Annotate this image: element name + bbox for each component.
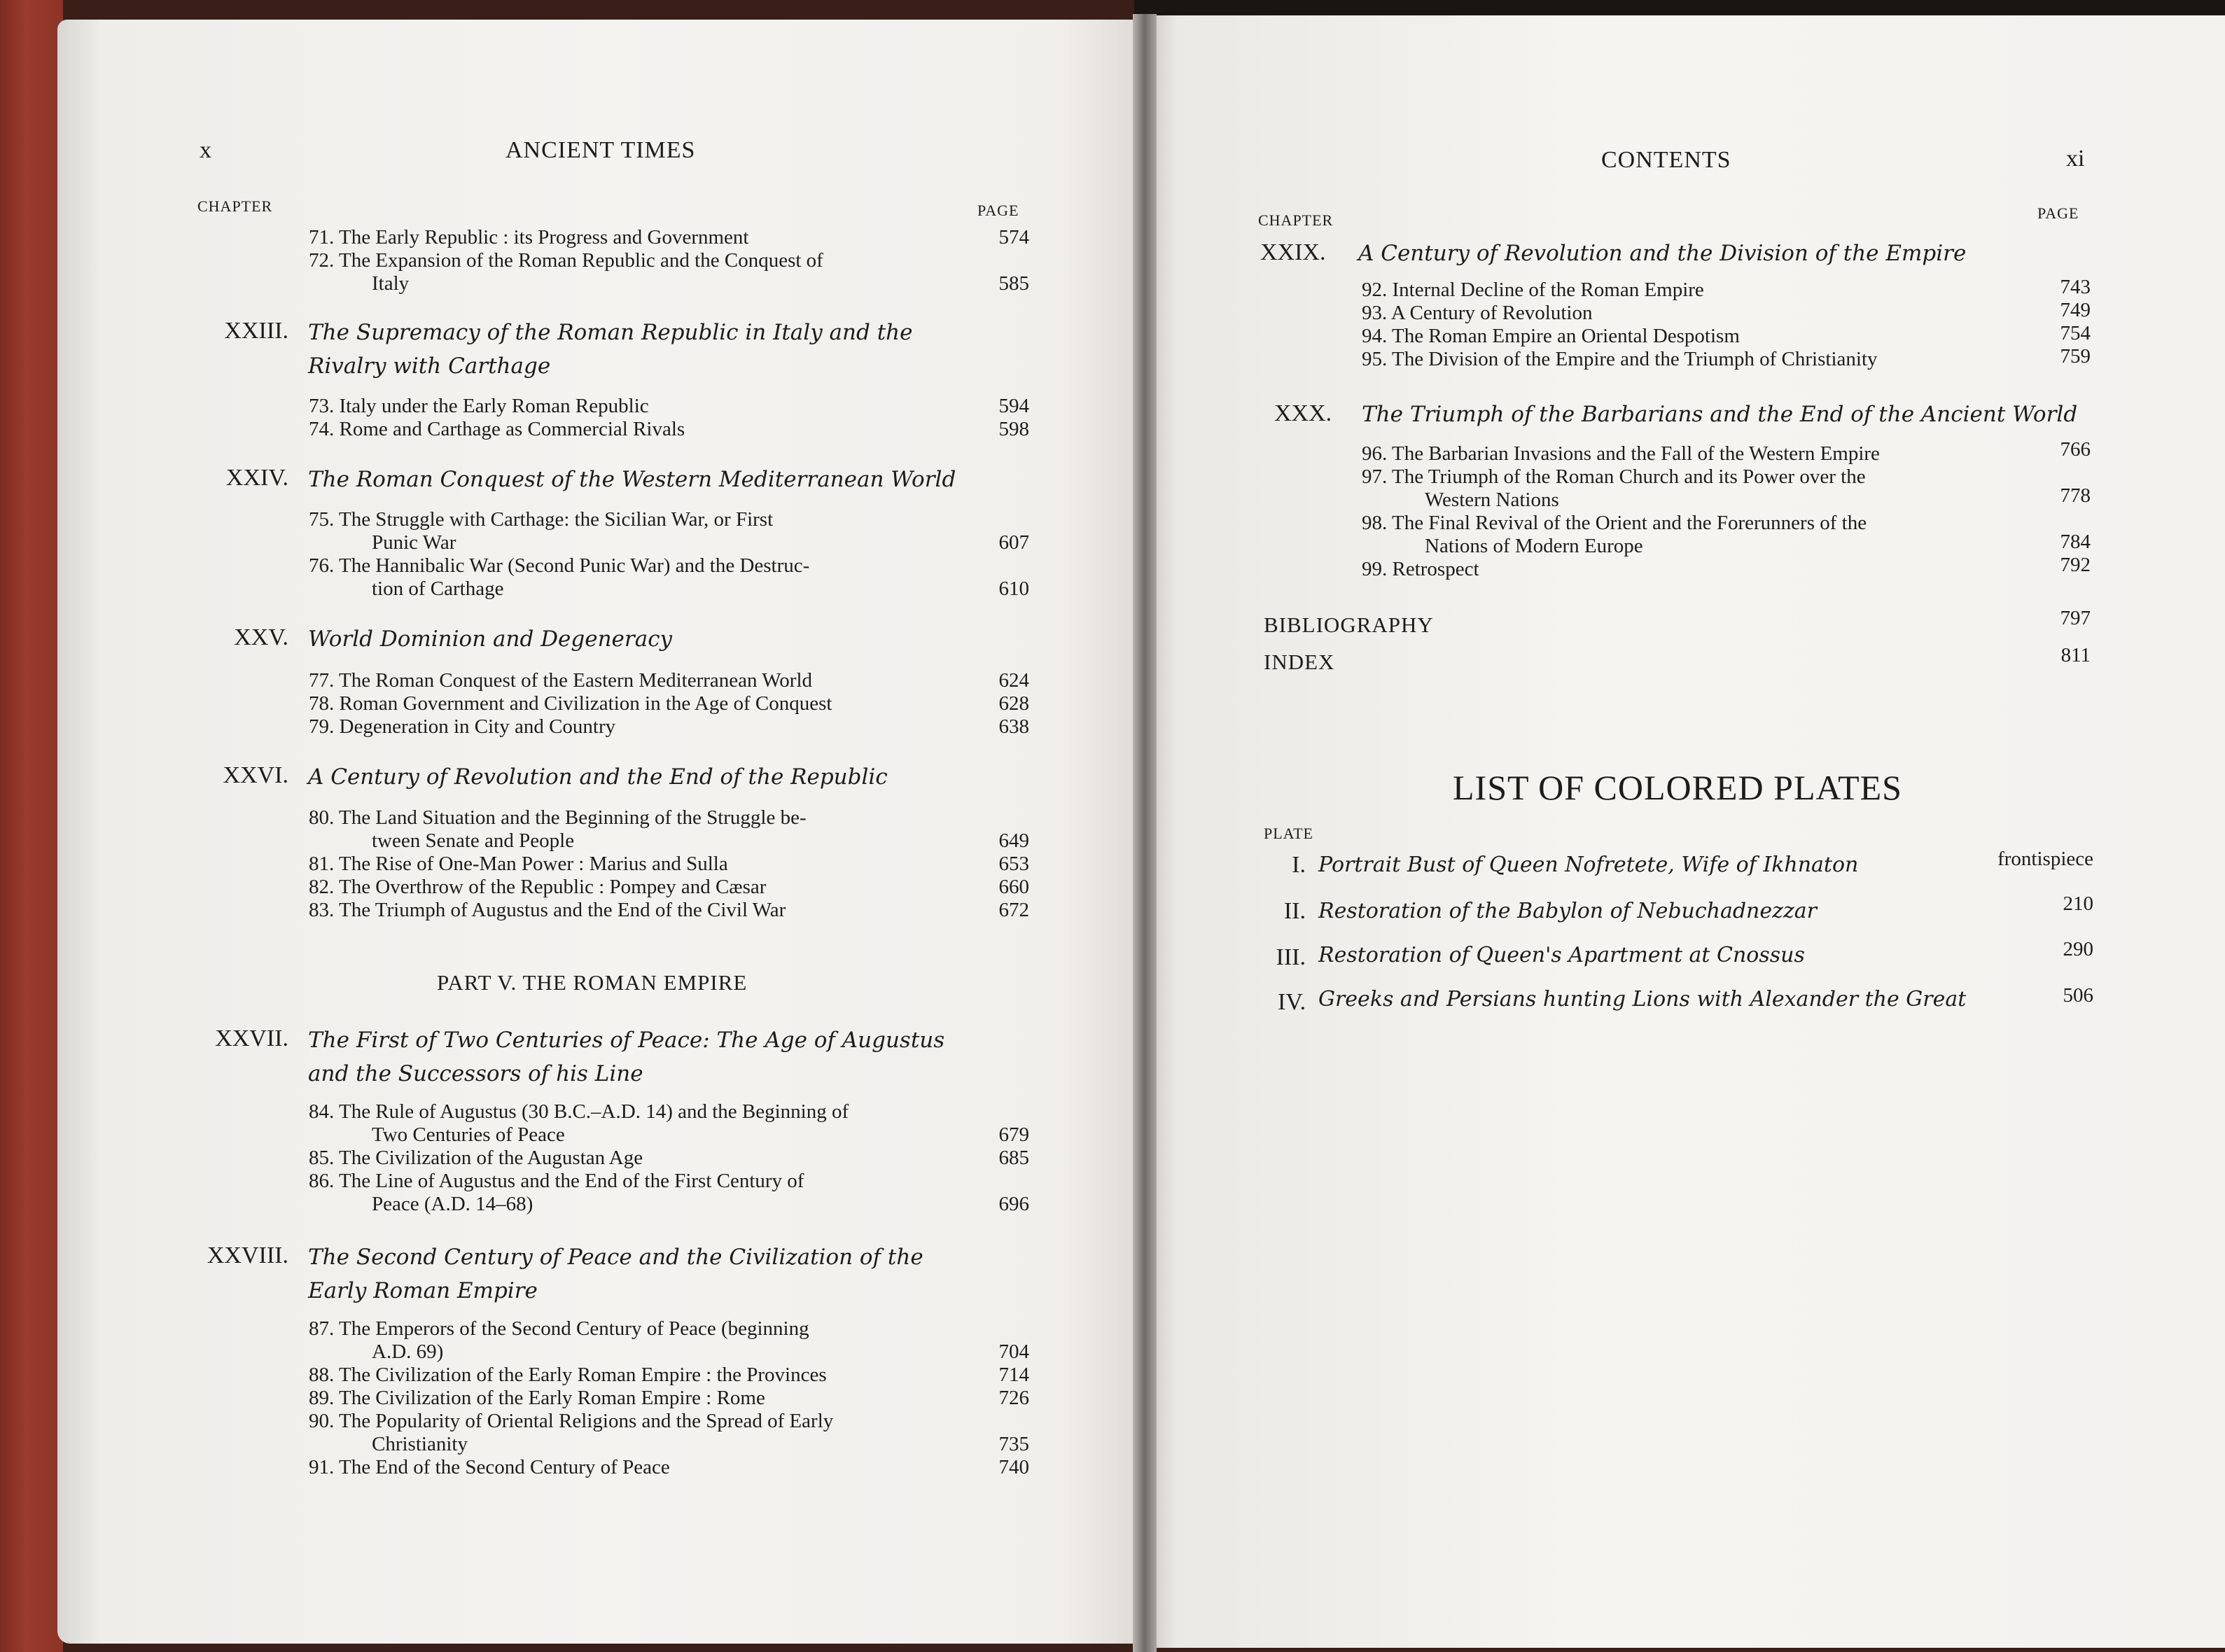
- chapter-title[interactable]: The First of Two Centuries of Peace: The Age of Augustus and the Successors of his Line: [308, 1028, 945, 1086]
- plate-number: I.: [1292, 852, 1306, 878]
- toc-section[interactable]: 73. Italy under the Early Roman Republic: [309, 395, 649, 417]
- right-folio: xi: [2066, 146, 2085, 172]
- toc-section[interactable]: 91. The End of the Second Century of Peace: [309, 1456, 670, 1478]
- toc-page-number: 649: [998, 830, 1029, 852]
- toc-page-number: 598: [998, 418, 1029, 440]
- toc-section-cont: A.D. 69): [372, 1340, 444, 1363]
- toc-section[interactable]: 89. The Civilization of the Early Roman Empire : Rome: [309, 1387, 765, 1409]
- toc-section-cont: Italy: [372, 272, 410, 295]
- plate-title[interactable]: Portrait Bust of Queen Nofretete, Wife of Ikhnaton: [1318, 853, 1859, 877]
- toc-page-number: 797: [2060, 607, 2091, 629]
- right-running-head: CONTENTS: [1601, 147, 1731, 173]
- plate-number: IV.: [1278, 989, 1306, 1015]
- toc-page-number: 585: [998, 272, 1029, 295]
- toc-section[interactable]: 97. The Triumph of the Roman Church and its Power over the: [1362, 465, 1866, 488]
- toc-page-number: 660: [998, 876, 1029, 898]
- toc-page-number: 624: [998, 669, 1029, 692]
- toc-section-cont: Peace (A.D. 14–68): [372, 1193, 533, 1215]
- chapter-label: CHAPTER: [197, 197, 273, 215]
- toc-section[interactable]: 86. The Line of Augustus and the End of the First Century of: [309, 1170, 804, 1192]
- toc-section-cont: tween Senate and People: [372, 830, 575, 852]
- toc-section[interactable]: 95. The Division of the Empire and the Triumph of Christianity: [1362, 348, 1878, 370]
- toc-page-number: 726: [998, 1387, 1029, 1409]
- toc-page-number: 749: [2060, 299, 2091, 321]
- plate-page: frontispiece: [1997, 848, 2093, 870]
- left-running-head: ANCIENT TIMES: [505, 137, 696, 163]
- toc-page-number: 704: [998, 1340, 1029, 1363]
- toc-section[interactable]: 72. The Expansion of the Roman Republic and the Conquest of: [309, 249, 823, 272]
- plate-number: II.: [1283, 898, 1306, 924]
- chapter-number: XXVI.: [223, 762, 288, 788]
- chapter-title[interactable]: A Century of Revolution and the Division of the Empire: [1358, 241, 1967, 266]
- chapter-number: XXX.: [1274, 400, 1332, 426]
- toc-section-cont: Two Centuries of Peace: [372, 1124, 565, 1146]
- toc-page-number: 628: [998, 692, 1029, 715]
- toc-page-number: 766: [2060, 438, 2091, 461]
- plate-page: 210: [2063, 892, 2093, 915]
- chapter-title[interactable]: A Century of Revolution and the End of the Republic: [308, 764, 888, 790]
- plate-number: III.: [1276, 944, 1306, 970]
- chapter-number: XXIV.: [225, 465, 288, 491]
- toc-section[interactable]: 88. The Civilization of the Early Roman Empire : the Provinces: [309, 1364, 827, 1386]
- toc-page-number: 754: [2060, 322, 2091, 344]
- toc-section[interactable]: 99. Retrospect: [1362, 558, 1479, 580]
- toc-section[interactable]: 90. The Popularity of Oriental Religions and the Spread of Early: [309, 1410, 834, 1432]
- toc-page-number: 811: [2060, 644, 2091, 666]
- chapter-number: XXVII.: [215, 1026, 288, 1051]
- plate-title[interactable]: Restoration of the Babylon of Nebuchadnezzar: [1318, 899, 1817, 923]
- toc-section[interactable]: 78. Roman Government and Civilization in the Age of Conquest: [309, 692, 832, 715]
- toc-section-cont: tion of Carthage: [372, 578, 504, 600]
- toc-section[interactable]: 80. The Land Situation and the Beginning of the Struggle be-: [309, 806, 807, 829]
- toc-page-number: 638: [998, 715, 1029, 738]
- plate-title[interactable]: Greeks and Persians hunting Lions with Alexander the Great: [1318, 987, 1967, 1011]
- chapter-number: XXV.: [234, 624, 288, 650]
- toc-page-number: 792: [2060, 554, 2091, 576]
- toc-section[interactable]: 92. Internal Decline of the Roman Empire: [1362, 279, 1704, 301]
- page-label: PAGE: [977, 202, 1019, 219]
- chapter-title[interactable]: The Roman Conquest of the Western Mediterranean World: [308, 467, 956, 492]
- toc-page-number: 685: [998, 1147, 1029, 1169]
- toc-section[interactable]: 83. The Triumph of Augustus and the End of the Civil War: [309, 899, 786, 921]
- plate-page: 290: [2063, 938, 2093, 960]
- plate-page: 506: [2063, 984, 2093, 1007]
- toc-section-cont: Nations of Modern Europe: [1425, 535, 1643, 557]
- toc-section[interactable]: 74. Rome and Carthage as Commercial Rivals: [309, 418, 685, 440]
- toc-section-cont: Western Nations: [1425, 489, 1559, 511]
- chapter-title[interactable]: The Triumph of the Barbarians and the End of the Ancient World: [1362, 402, 2078, 427]
- bibliography-entry[interactable]: BIBLIOGRAPHY: [1264, 612, 1434, 637]
- toc-section[interactable]: 98. The Final Revival of the Orient and the Forerunners of the: [1362, 512, 1867, 534]
- toc-page-number: 735: [998, 1433, 1029, 1455]
- toc-section[interactable]: 76. The Hannibalic War (Second Punic War) and the Destruc-: [309, 554, 810, 577]
- left-folio: x: [200, 137, 211, 163]
- toc-section[interactable]: 79. Degeneration in City and Country: [309, 715, 616, 738]
- plate-label: PLATE: [1264, 825, 1313, 842]
- toc-page-number: 784: [2060, 531, 2091, 553]
- chapter-number: XXIX.: [1260, 239, 1326, 265]
- toc-section[interactable]: 82. The Overthrow of the Republic : Pompey and Cæsar: [309, 876, 767, 898]
- index-entry[interactable]: INDEX: [1264, 650, 1335, 674]
- chapter-number: XXIII.: [224, 318, 288, 344]
- part-heading: PART V. THE ROMAN EMPIRE: [437, 970, 748, 995]
- toc-page-number: 574: [998, 226, 1029, 248]
- plates-heading: LIST OF COLORED PLATES: [1453, 768, 1902, 807]
- chapter-title[interactable]: World Dominion and Degeneracy: [308, 626, 673, 652]
- chapter-title[interactable]: The Supremacy of the Roman Republic in Italy and the Rivalry with Carthage: [308, 320, 913, 379]
- toc-section[interactable]: 84. The Rule of Augustus (30 B.C.–A.D. 14) and the Beginning of: [309, 1100, 849, 1123]
- toc-page-number: 740: [998, 1456, 1029, 1478]
- book-gutter: [1133, 14, 1157, 1652]
- toc-page-number: 743: [2060, 276, 2091, 298]
- toc-section[interactable]: 94. The Roman Empire an Oriental Despotism: [1362, 325, 1740, 347]
- toc-page-number: 672: [998, 899, 1029, 921]
- toc-page-number: 607: [998, 531, 1029, 554]
- toc-section[interactable]: 77. The Roman Conquest of the Eastern Mediterranean World: [309, 669, 812, 692]
- chapter-number: XXVIII.: [207, 1242, 288, 1268]
- toc-section[interactable]: 71. The Early Republic : its Progress and Government: [309, 226, 749, 248]
- toc-section[interactable]: 87. The Emperors of the Second Century of Peace (beginning: [309, 1317, 809, 1340]
- toc-page-number: 759: [2060, 345, 2091, 368]
- toc-section[interactable]: 75. The Struggle with Carthage: the Sicilian War, or First: [309, 508, 774, 531]
- page-label: PAGE: [2037, 204, 2079, 222]
- toc-page-number: 610: [998, 578, 1029, 600]
- toc-section[interactable]: 93. A Century of Revolution: [1362, 302, 1593, 324]
- toc-section[interactable]: 81. The Rise of One-Man Power : Marius and Sulla: [309, 853, 728, 875]
- toc-page-number: 653: [998, 853, 1029, 875]
- book-cover-edge: [0, 0, 63, 1652]
- toc-page-number: 594: [998, 395, 1029, 417]
- chapter-title[interactable]: The Second Century of Peace and the Civilization of the Early Roman Empire: [308, 1245, 923, 1303]
- toc-section[interactable]: 85. The Civilization of the Augustan Age: [309, 1147, 643, 1169]
- chapter-label: CHAPTER: [1258, 211, 1334, 229]
- toc-page-number: 714: [998, 1364, 1029, 1386]
- toc-section-cont: Christianity: [372, 1433, 468, 1455]
- toc-page-number: 778: [2060, 484, 2091, 507]
- toc-section-cont: Punic War: [372, 531, 456, 554]
- plate-title[interactable]: Restoration of Queen's Apartment at Cnossus: [1318, 943, 1805, 967]
- toc-section[interactable]: 96. The Barbarian Invasions and the Fall of the Western Empire: [1362, 442, 1880, 465]
- toc-page-number: 679: [998, 1124, 1029, 1146]
- toc-page-number: 696: [998, 1193, 1029, 1215]
